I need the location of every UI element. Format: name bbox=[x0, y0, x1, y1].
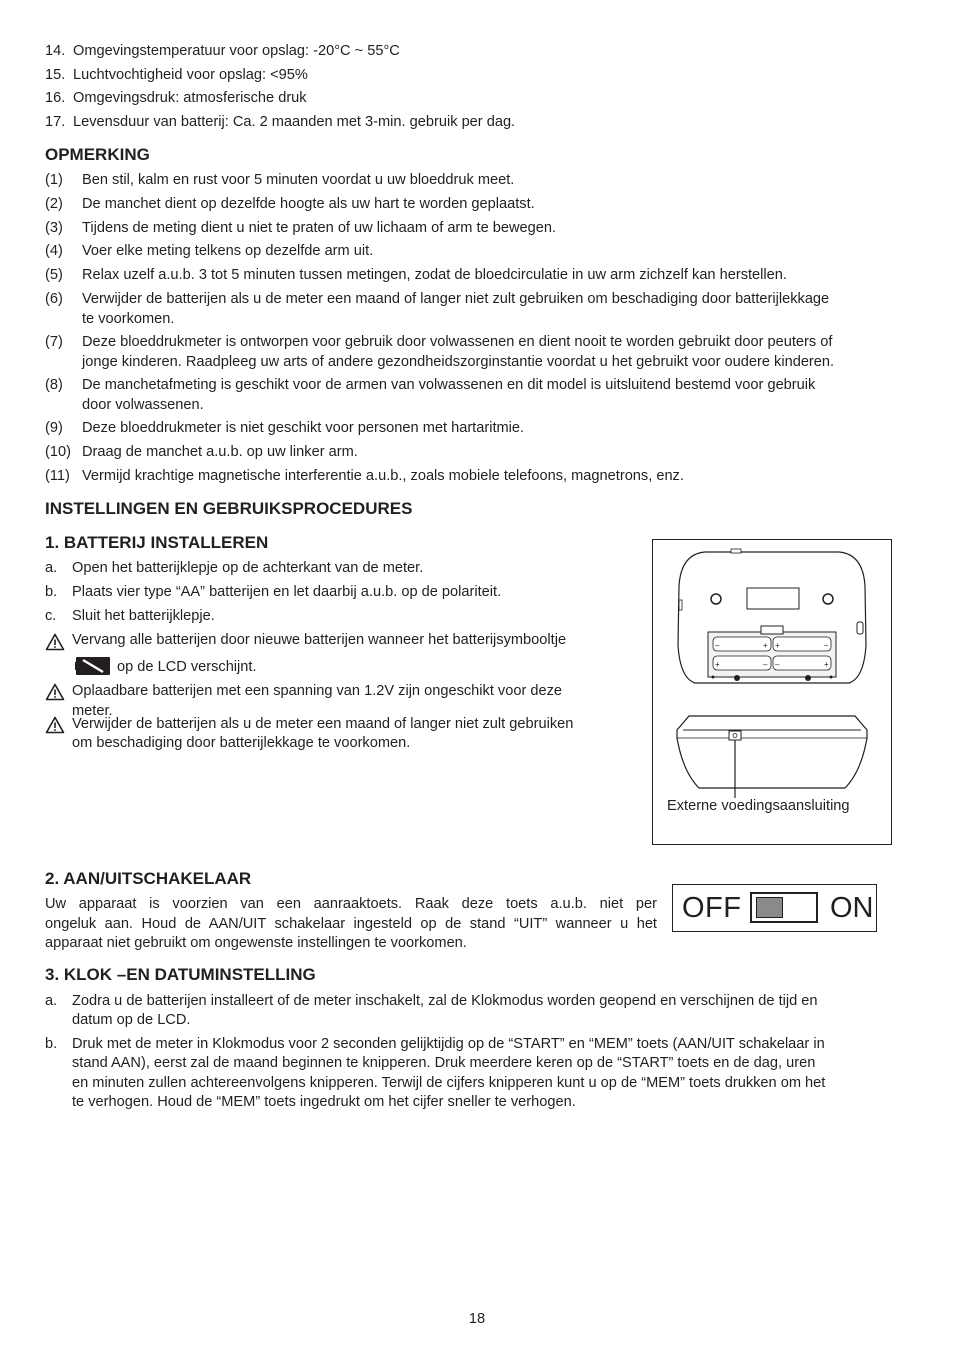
item-text-cont: datum op de LCD. bbox=[72, 1012, 191, 1028]
clock-heading: 3. KLOK –EN DATUMINSTELLING bbox=[45, 965, 316, 984]
switch-knob bbox=[756, 897, 783, 918]
svg-text:+: + bbox=[763, 641, 768, 650]
item-number: (6) bbox=[45, 291, 63, 307]
item-number: 14. bbox=[45, 43, 66, 59]
switch-heading: 2. AAN/UITSCHAKELAAR bbox=[45, 869, 252, 888]
warning-text: Oplaadbare batterijen met een spanning van 1.2V zijn ongeschikt voor deze bbox=[72, 683, 563, 699]
item-number: b. bbox=[45, 1036, 58, 1052]
item-number: 17. bbox=[45, 114, 66, 130]
item-number: 16. bbox=[45, 90, 66, 106]
item-number: b. bbox=[45, 584, 58, 600]
item-number: (5) bbox=[45, 267, 63, 283]
warning-text-cont: om beschadiging door batterijlekkage te voorkomen. bbox=[72, 735, 411, 751]
figure-caption: Externe voedingsaansluiting bbox=[667, 798, 850, 814]
item-text: Relax uzelf a.u.b. 3 tot 5 minuten tussen metingen, zodat de bloedcirculatie in uw arm zichzelf kan herstellen. bbox=[82, 267, 787, 283]
item-text: Omgevingstemperatuur voor opslag: -20°C ~ 55°C bbox=[73, 43, 400, 59]
warning-text-cont: meter. bbox=[72, 703, 113, 719]
battery-low-icon bbox=[75, 655, 111, 677]
item-text: Levensduur van batterij: Ca. 2 maanden met 3-min. gebruik per dag. bbox=[73, 114, 516, 130]
item-number: (8) bbox=[45, 377, 63, 393]
svg-text:+: + bbox=[775, 641, 780, 650]
item-text: Verwijder de batterijen als u de meter een maand of langer niet zult gebruiken om beschadiging door batterijlekkage bbox=[82, 291, 830, 307]
switch-figure bbox=[672, 884, 877, 932]
item-number: (1) bbox=[45, 172, 63, 188]
item-text-cont: stand AAN), eerst zal de maand beginnen te knipperen. Druk meerdere keren op de “START” toets en de dag, uren bbox=[72, 1055, 816, 1071]
item-text: Deze bloeddrukmeter is ontworpen voor gebruik door volwassenen en dient nooit te worden gebruikt door peuters of bbox=[82, 334, 833, 350]
item-number: a. bbox=[45, 993, 58, 1009]
switch-paragraph-line: Uw apparaat is voorzien van een aanraaktoets. Raak deze toets a.u.b. niet per bbox=[45, 896, 657, 912]
svg-text:–: – bbox=[775, 660, 780, 669]
warning-icon bbox=[45, 633, 65, 651]
svg-text:–: – bbox=[715, 641, 720, 650]
warning-text-cont: op de LCD verschijnt. bbox=[117, 659, 257, 675]
item-number: (11) bbox=[45, 468, 70, 484]
remark-heading: OPMERKING bbox=[45, 145, 150, 164]
item-text: Deze bloeddrukmeter is niet geschikt voor personen met hartaritmie. bbox=[82, 420, 525, 436]
item-number: 15. bbox=[45, 67, 66, 83]
svg-text:–: – bbox=[824, 641, 829, 650]
item-number: (10) bbox=[45, 444, 71, 460]
item-text: Tijdens de meting dient u niet te praten of uw lichaam of arm te bewegen. bbox=[82, 220, 557, 236]
battery-heading: 1. BATTERIJ INSTALLEREN bbox=[45, 533, 269, 552]
item-text: Voer elke meting telkens op dezelfde arm uit. bbox=[82, 243, 374, 259]
item-text: De manchet dient op dezelfde hoogte als uw hart te worden geplaatst. bbox=[82, 196, 535, 212]
svg-text:+: + bbox=[824, 660, 829, 669]
svg-text:–: – bbox=[763, 660, 768, 669]
device-illustration bbox=[653, 540, 891, 810]
warning-text: Verwijder de batterijen als u de meter een maand of langer niet zult gebruiken bbox=[72, 716, 574, 732]
item-number: (4) bbox=[45, 243, 63, 259]
item-number: a. bbox=[45, 560, 58, 576]
item-text: Luchtvochtigheid voor opslag: <95% bbox=[73, 67, 308, 83]
item-text-cont: en minuten zullen achtereenvolgens knipperen. Terwijl de cijfers knipperen kunt u op de “MEM” toets drukken om het bbox=[72, 1075, 826, 1091]
warning-text: Vervang alle batterijen door nieuwe batterijen wanneer het batterijsymbooltje bbox=[72, 632, 567, 648]
item-number: (7) bbox=[45, 334, 63, 350]
item-text: Draag de manchet a.u.b. op uw linker arm. bbox=[82, 444, 358, 460]
off-label: OFF bbox=[682, 892, 742, 924]
switch-toggle bbox=[750, 892, 818, 923]
item-number: (2) bbox=[45, 196, 63, 212]
item-text: Ben stil, kalm en rust voor 5 minuten voordat u uw bloeddruk meet. bbox=[82, 172, 515, 188]
switch-paragraph-line: ongeluk aan. Houd de AAN/UIT schakelaar ingesteld op de stand “UIT” wanneer u het bbox=[45, 916, 657, 932]
svg-text:+: + bbox=[715, 660, 720, 669]
warning-icon bbox=[45, 683, 65, 701]
item-number: c. bbox=[45, 608, 57, 624]
warning-icon bbox=[45, 716, 65, 734]
item-text-cont: door volwassenen. bbox=[82, 396, 204, 413]
item-number: (3) bbox=[45, 220, 63, 236]
item-text: Druk met de meter in Klokmodus voor 2 seconden gelijktijdig op de “START” en “MEM” toets (AAN/UIT schakelaar in bbox=[72, 1036, 825, 1052]
item-text: Sluit het batterijklepje. bbox=[72, 608, 215, 624]
item-text: Zodra u de batterijen installeert of de meter inschakelt, zal de Klokmodus worden geopend en verschijnen de tijd en bbox=[72, 993, 818, 1009]
on-label: ON bbox=[830, 892, 874, 924]
item-text: De manchetafmeting is geschikt voor de armen van volwassenen en dit model is uitsluitend bestemd voor gebruik bbox=[82, 377, 816, 393]
item-text-cont: jonge kinderen. Raadpleeg uw arts of andere gezondheidszorginstantie voordat u het gebruikt voor oudere kinderen. bbox=[82, 353, 835, 370]
battery-figure bbox=[652, 539, 892, 845]
item-number: (9) bbox=[45, 420, 63, 436]
item-text: Open het batterijklepje op de achterkant van de meter. bbox=[72, 560, 424, 576]
item-text-cont: te voorkomen. bbox=[82, 310, 175, 327]
item-text: Omgevingsdruk: atmosferische druk bbox=[73, 90, 307, 106]
item-text: Plaats vier type “AA” batterijen en let daarbij a.u.b. op de polariteit. bbox=[72, 584, 502, 600]
page-number: 18 bbox=[468, 1311, 486, 1327]
switch-paragraph-line: apparaat niet gebruikt om ongewenste instellingen te voorkomen. bbox=[45, 935, 467, 951]
settings-heading: INSTELLINGEN EN GEBRUIKSPROCEDURES bbox=[45, 499, 413, 518]
item-text: Vermijd krachtige magnetische interferentie a.u.b., zoals mobiele telefoons, magnetrons, enz. bbox=[82, 468, 684, 484]
item-text-cont: te verhogen. Houd de “MEM” toets ingedrukt om het cijfer sneller te verhogen. bbox=[72, 1094, 576, 1110]
